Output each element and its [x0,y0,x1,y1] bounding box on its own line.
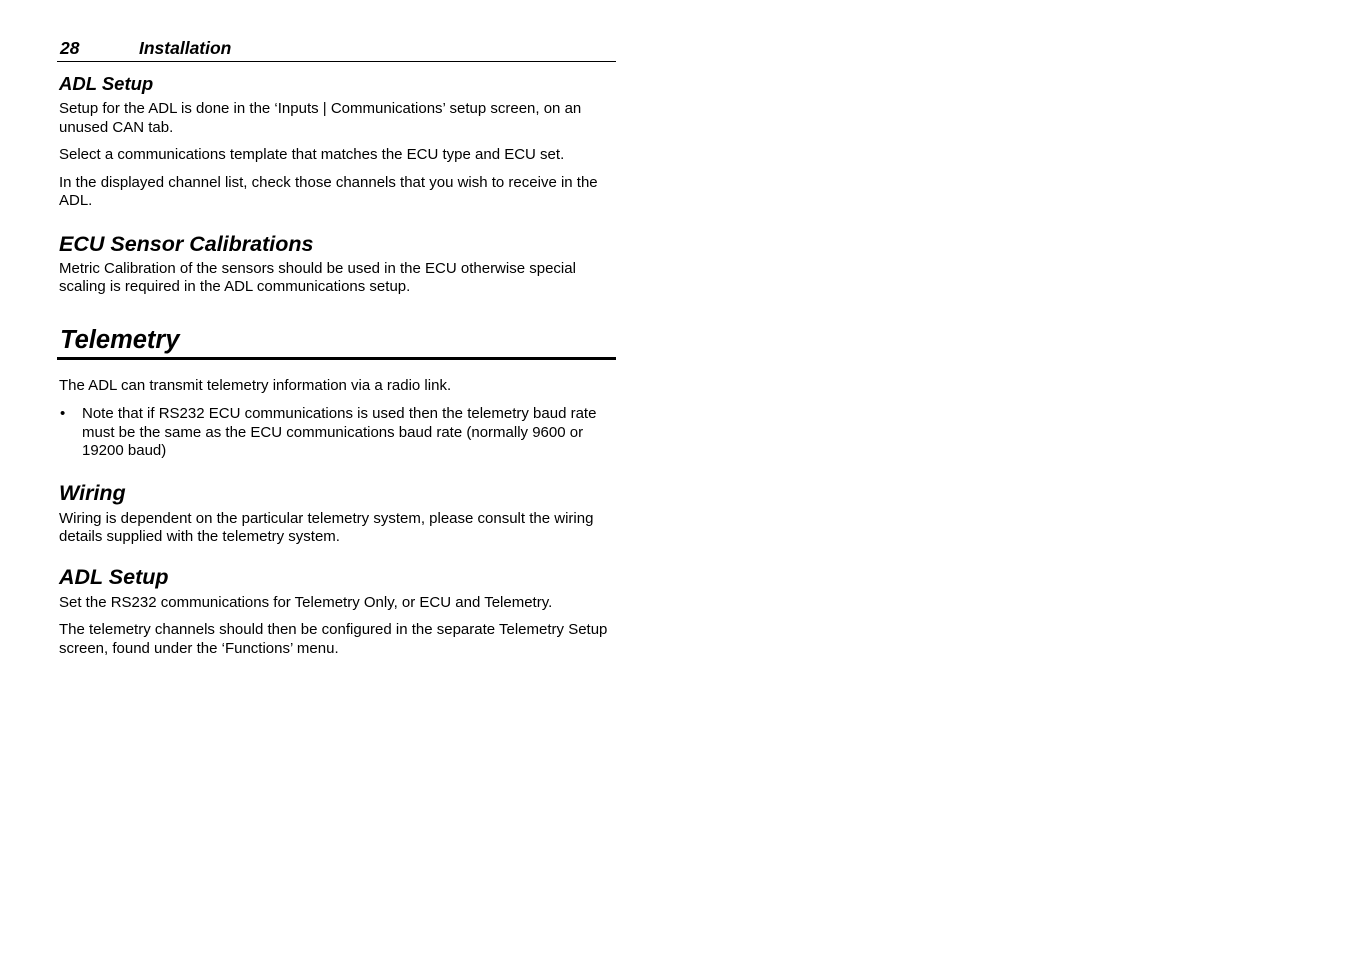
wiring-paragraph: Wiring is dependent on the particular telemetry system, please consult the wiring details supplied with the telemetry system. [59,509,594,545]
adl-setup-telemetry-paragraph-2: The telemetry channels should then be configured in the separate Telemetry Setup screen, found under the ‘Functions’ menu. [59,621,608,657]
running-title: Installation [139,38,232,58]
adl-setup-paragraph-1: Setup for the ADL is done in the ‘Inputs | Communications’ setup screen, on an unused CAN tab. [59,100,582,136]
adl-setup-telemetry-heading: ADL Setup [59,564,169,589]
running-header [57,36,616,62]
adl-setup-telemetry-paragraph-1: Set the RS232 communications for Telemetry Only, or ECU and Telemetry. [59,593,553,611]
telemetry-intro: The ADL can transmit telemetry information via a radio link. [59,376,452,394]
adl-setup-paragraph-2: Select a communications template that matches the ECU type and ECU set. [59,146,565,163]
ecu-calibrations-heading: ECU Sensor Calibrations [59,231,314,256]
bullet-text: Note that if RS232 ECU communications is used then the telemetry baud rate must be the same as the ECU communications baud rate (normally 9600 or 19200 baud) [82,405,597,459]
telemetry-section-title: Telemetry [57,323,616,360]
telemetry-bullet-item [57,405,616,461]
ecu-calibrations-paragraph: Metric Calibration of the sensors should be used in the ECU otherwise special scaling is required in the ADL communications setup. [59,259,576,295]
adl-setup-paragraph-3: In the displayed channel list, check those channels that you wish to receive in the ADL. [59,173,598,209]
adl-setup-heading: ADL Setup [59,73,154,94]
bullet-marker: • [60,405,66,422]
text-column [57,36,616,658]
page-number: 28 [60,38,80,58]
wiring-heading: Wiring [59,480,126,505]
